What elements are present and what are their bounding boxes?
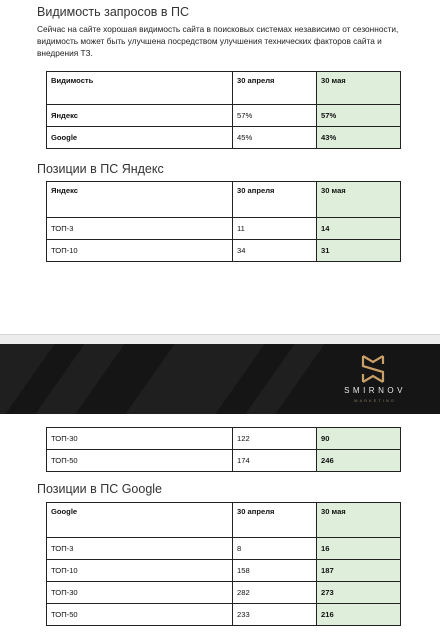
table-cell: ТОП-30 <box>47 428 233 450</box>
table-row <box>47 450 401 472</box>
table-row <box>47 582 401 604</box>
table-cell: 233 <box>233 604 317 626</box>
table-cell: 216 <box>317 604 401 626</box>
google-positions-table <box>46 502 401 626</box>
table-row <box>47 218 401 240</box>
table-row <box>47 127 401 149</box>
table-header-cell: 30 апреля <box>233 182 317 218</box>
table-cell: Google <box>47 127 233 149</box>
table-header-cell: 30 мая <box>317 182 401 218</box>
table-header-row <box>47 182 401 218</box>
visibility-table <box>46 71 401 149</box>
brand-logo-text: SMIRNOV <box>344 386 406 395</box>
table-cell: Яндекс <box>47 105 233 127</box>
table-cell: ТОП-50 <box>47 604 233 626</box>
table-header-cell: Видимость <box>47 72 233 105</box>
table-cell: ТОП-10 <box>47 560 233 582</box>
table-cell: 122 <box>233 428 317 450</box>
table-cell: 43% <box>317 127 401 149</box>
yandex-positions-table-continued <box>46 427 401 472</box>
table-header-cell: 30 апреля <box>233 72 317 105</box>
table-cell: 8 <box>233 538 317 560</box>
table-cell: 57% <box>233 105 317 127</box>
table-cell: ТОП-3 <box>47 538 233 560</box>
yandex-positions-title: Позиции в ПС Яндекс <box>37 162 164 176</box>
table-row <box>47 240 401 262</box>
table-row <box>47 105 401 127</box>
table-cell: 282 <box>233 582 317 604</box>
visibility-intro-text: Сейчас на сайте хорошая видимость сайта в поисковых системах независимо от сезонности, видимость может быть улучшена посредством улучшения технических факторов сайта и внедрения ТЗ. <box>37 24 399 58</box>
visibility-section-title: Видимость запросов в ПС <box>37 5 190 19</box>
table-header-cell: 30 апреля <box>233 503 317 538</box>
table-header-row <box>47 503 401 538</box>
yandex-positions-table <box>46 181 401 262</box>
brand-logo-subtext: MARKETING <box>354 398 396 403</box>
table-cell: 246 <box>317 450 401 472</box>
table-row <box>47 604 401 626</box>
table-row <box>47 538 401 560</box>
google-positions-title: Позиции в ПС Google <box>37 482 163 496</box>
table-header-cell: Яндекс <box>47 182 233 218</box>
table-row <box>47 560 401 582</box>
table-row <box>47 428 401 450</box>
table-cell: 57% <box>317 105 401 127</box>
table-cell: 187 <box>317 560 401 582</box>
table-cell: 34 <box>233 240 317 262</box>
table-cell: 158 <box>233 560 317 582</box>
table-cell: 90 <box>317 428 401 450</box>
table-cell: 45% <box>233 127 317 149</box>
smirnov-logo-icon <box>359 354 387 384</box>
table-cell: ТОП-3 <box>47 218 233 240</box>
table-cell: 273 <box>317 582 401 604</box>
table-cell: 31 <box>317 240 401 262</box>
table-cell: ТОП-50 <box>47 450 233 472</box>
table-header-cell: 30 мая <box>317 503 401 538</box>
table-header-row <box>47 72 401 105</box>
table-cell: 174 <box>233 450 317 472</box>
table-header-cell: Google <box>47 503 233 538</box>
table-cell: ТОП-30 <box>47 582 233 604</box>
table-cell: ТОП-10 <box>47 240 233 262</box>
table-cell: 14 <box>317 218 401 240</box>
table-cell: 11 <box>233 218 317 240</box>
table-cell: 16 <box>317 538 401 560</box>
table-header-cell: 30 мая <box>317 72 401 105</box>
